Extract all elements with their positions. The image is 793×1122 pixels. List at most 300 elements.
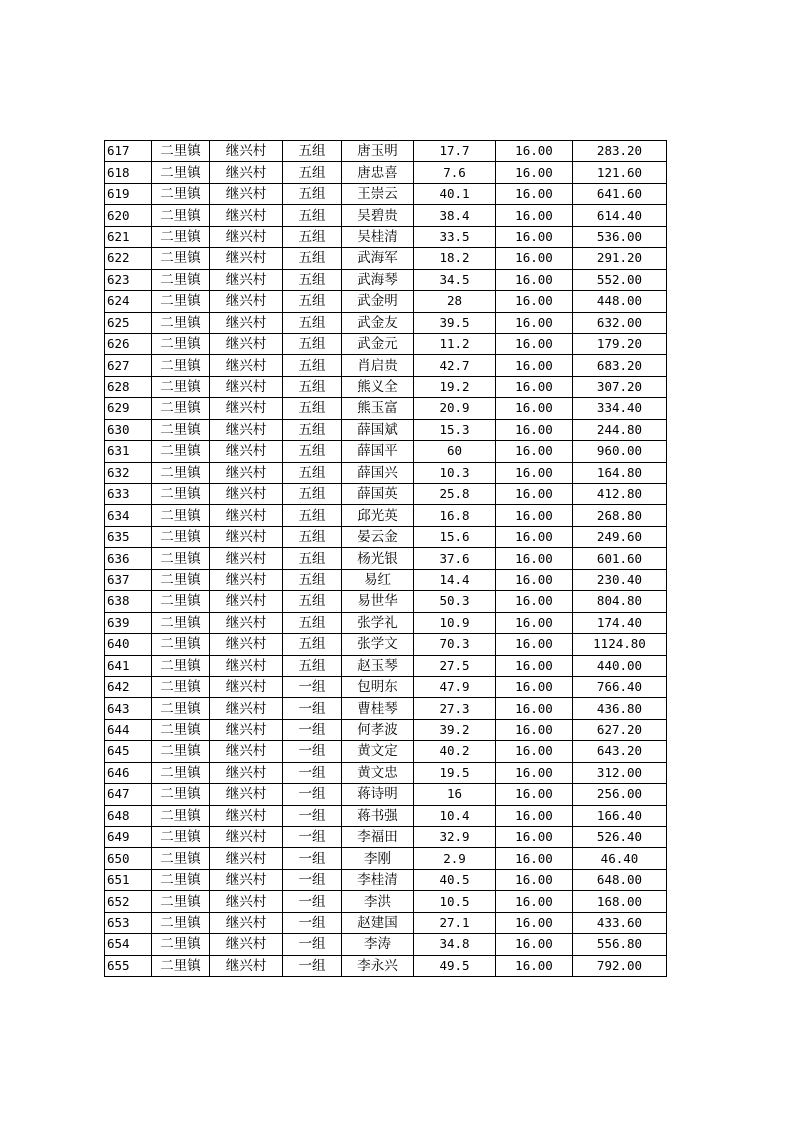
name-cell: 李桂清 xyxy=(342,869,414,890)
village-cell: 继兴村 xyxy=(210,291,283,312)
village-cell: 继兴村 xyxy=(210,484,283,505)
village-cell: 继兴村 xyxy=(210,912,283,933)
table-row xyxy=(105,891,667,912)
town-cell: 二里镇 xyxy=(152,484,210,505)
area-cell: 39.2 xyxy=(414,719,496,740)
rate-cell: 16.00 xyxy=(496,355,573,376)
rate-cell: 16.00 xyxy=(496,719,573,740)
group-cell: 一组 xyxy=(283,848,342,869)
name-cell: 张学文 xyxy=(342,634,414,655)
amount-cell: 121.60 xyxy=(573,162,667,183)
amount-cell: 256.00 xyxy=(573,784,667,805)
amount-cell: 440.00 xyxy=(573,655,667,676)
name-cell: 薛国英 xyxy=(342,484,414,505)
village-cell: 继兴村 xyxy=(210,827,283,848)
amount-cell: 632.00 xyxy=(573,312,667,333)
table-row xyxy=(105,612,667,633)
area-cell: 28 xyxy=(414,291,496,312)
town-cell: 二里镇 xyxy=(152,248,210,269)
village-cell: 继兴村 xyxy=(210,955,283,976)
rate-cell: 16.00 xyxy=(496,591,573,612)
amount-cell: 683.20 xyxy=(573,355,667,376)
area-cell: 16 xyxy=(414,784,496,805)
table-row xyxy=(105,441,667,462)
group-cell: 一组 xyxy=(283,762,342,783)
row-number-cell: 638 xyxy=(105,591,152,612)
group-cell: 五组 xyxy=(283,398,342,419)
rate-cell: 16.00 xyxy=(496,634,573,655)
row-number-cell: 642 xyxy=(105,676,152,697)
group-cell: 五组 xyxy=(283,162,342,183)
group-cell: 五组 xyxy=(283,183,342,204)
amount-cell: 627.20 xyxy=(573,719,667,740)
village-cell: 继兴村 xyxy=(210,526,283,547)
name-cell: 李福田 xyxy=(342,827,414,848)
row-number-cell: 620 xyxy=(105,205,152,226)
village-cell: 继兴村 xyxy=(210,934,283,955)
name-cell: 赵玉琴 xyxy=(342,655,414,676)
table-row xyxy=(105,719,667,740)
row-number-cell: 627 xyxy=(105,355,152,376)
table-row xyxy=(105,205,667,226)
name-cell: 熊玉富 xyxy=(342,398,414,419)
area-cell: 40.2 xyxy=(414,741,496,762)
village-cell: 继兴村 xyxy=(210,312,283,333)
rate-cell: 16.00 xyxy=(496,548,573,569)
group-cell: 五组 xyxy=(283,141,342,162)
name-cell: 武金友 xyxy=(342,312,414,333)
area-cell: 7.6 xyxy=(414,162,496,183)
amount-cell: 766.40 xyxy=(573,676,667,697)
town-cell: 二里镇 xyxy=(152,312,210,333)
rate-cell: 16.00 xyxy=(496,526,573,547)
rate-cell: 16.00 xyxy=(496,698,573,719)
rate-cell: 16.00 xyxy=(496,333,573,354)
rate-cell: 16.00 xyxy=(496,912,573,933)
name-cell: 武海军 xyxy=(342,248,414,269)
table-row xyxy=(105,183,667,204)
table-row xyxy=(105,591,667,612)
group-cell: 一组 xyxy=(283,676,342,697)
row-number-cell: 643 xyxy=(105,698,152,719)
village-cell: 继兴村 xyxy=(210,398,283,419)
rate-cell: 16.00 xyxy=(496,848,573,869)
row-number-cell: 624 xyxy=(105,291,152,312)
amount-cell: 1124.80 xyxy=(573,634,667,655)
row-number-cell: 645 xyxy=(105,741,152,762)
table-row xyxy=(105,484,667,505)
table-row xyxy=(105,548,667,569)
rate-cell: 16.00 xyxy=(496,291,573,312)
amount-cell: 312.00 xyxy=(573,762,667,783)
rate-cell: 16.00 xyxy=(496,441,573,462)
name-cell: 唐忠喜 xyxy=(342,162,414,183)
table-row xyxy=(105,698,667,719)
rate-cell: 16.00 xyxy=(496,827,573,848)
group-cell: 一组 xyxy=(283,891,342,912)
area-cell: 37.6 xyxy=(414,548,496,569)
town-cell: 二里镇 xyxy=(152,912,210,933)
row-number-cell: 629 xyxy=(105,398,152,419)
rate-cell: 16.00 xyxy=(496,784,573,805)
row-number-cell: 617 xyxy=(105,141,152,162)
name-cell: 李刚 xyxy=(342,848,414,869)
table-row xyxy=(105,291,667,312)
area-cell: 33.5 xyxy=(414,226,496,247)
row-number-cell: 632 xyxy=(105,462,152,483)
town-cell: 二里镇 xyxy=(152,869,210,890)
row-number-cell: 647 xyxy=(105,784,152,805)
area-cell: 32.9 xyxy=(414,827,496,848)
amount-cell: 601.60 xyxy=(573,548,667,569)
amount-cell: 648.00 xyxy=(573,869,667,890)
amount-cell: 164.80 xyxy=(573,462,667,483)
name-cell: 武海琴 xyxy=(342,269,414,290)
table-row xyxy=(105,741,667,762)
rate-cell: 16.00 xyxy=(496,462,573,483)
table-row xyxy=(105,355,667,376)
village-cell: 继兴村 xyxy=(210,848,283,869)
village-cell: 继兴村 xyxy=(210,269,283,290)
row-number-cell: 625 xyxy=(105,312,152,333)
town-cell: 二里镇 xyxy=(152,398,210,419)
row-number-cell: 630 xyxy=(105,419,152,440)
group-cell: 五组 xyxy=(283,484,342,505)
name-cell: 李涛 xyxy=(342,934,414,955)
area-cell: 11.2 xyxy=(414,333,496,354)
amount-cell: 46.40 xyxy=(573,848,667,869)
name-cell: 肖启贵 xyxy=(342,355,414,376)
group-cell: 五组 xyxy=(283,226,342,247)
table-row xyxy=(105,634,667,655)
table-row xyxy=(105,376,667,397)
rate-cell: 16.00 xyxy=(496,398,573,419)
group-cell: 五组 xyxy=(283,569,342,590)
town-cell: 二里镇 xyxy=(152,183,210,204)
village-cell: 继兴村 xyxy=(210,869,283,890)
name-cell: 武金明 xyxy=(342,291,414,312)
group-cell: 一组 xyxy=(283,827,342,848)
group-cell: 五组 xyxy=(283,205,342,226)
area-cell: 10.5 xyxy=(414,891,496,912)
name-cell: 吴碧贵 xyxy=(342,205,414,226)
row-number-cell: 639 xyxy=(105,612,152,633)
name-cell: 李洪 xyxy=(342,891,414,912)
town-cell: 二里镇 xyxy=(152,376,210,397)
row-number-cell: 648 xyxy=(105,805,152,826)
group-cell: 一组 xyxy=(283,719,342,740)
name-cell: 李永兴 xyxy=(342,955,414,976)
amount-cell: 174.40 xyxy=(573,612,667,633)
group-cell: 五组 xyxy=(283,376,342,397)
rate-cell: 16.00 xyxy=(496,269,573,290)
row-number-cell: 621 xyxy=(105,226,152,247)
village-cell: 继兴村 xyxy=(210,569,283,590)
town-cell: 二里镇 xyxy=(152,141,210,162)
group-cell: 一组 xyxy=(283,934,342,955)
village-cell: 继兴村 xyxy=(210,655,283,676)
rate-cell: 16.00 xyxy=(496,805,573,826)
town-cell: 二里镇 xyxy=(152,269,210,290)
area-cell: 38.4 xyxy=(414,205,496,226)
rate-cell: 16.00 xyxy=(496,376,573,397)
table-row xyxy=(105,784,667,805)
name-cell: 杨光银 xyxy=(342,548,414,569)
group-cell: 一组 xyxy=(283,869,342,890)
rate-cell: 16.00 xyxy=(496,419,573,440)
town-cell: 二里镇 xyxy=(152,634,210,655)
row-number-cell: 655 xyxy=(105,955,152,976)
village-cell: 继兴村 xyxy=(210,141,283,162)
group-cell: 五组 xyxy=(283,655,342,676)
area-cell: 49.5 xyxy=(414,955,496,976)
group-cell: 五组 xyxy=(283,526,342,547)
town-cell: 二里镇 xyxy=(152,891,210,912)
area-cell: 10.4 xyxy=(414,805,496,826)
town-cell: 二里镇 xyxy=(152,719,210,740)
table-row xyxy=(105,269,667,290)
group-cell: 一组 xyxy=(283,912,342,933)
town-cell: 二里镇 xyxy=(152,784,210,805)
group-cell: 五组 xyxy=(283,505,342,526)
town-cell: 二里镇 xyxy=(152,698,210,719)
name-cell: 薛国兴 xyxy=(342,462,414,483)
area-cell: 27.5 xyxy=(414,655,496,676)
area-cell: 34.5 xyxy=(414,269,496,290)
town-cell: 二里镇 xyxy=(152,333,210,354)
table-row xyxy=(105,569,667,590)
row-number-cell: 652 xyxy=(105,891,152,912)
area-cell: 19.2 xyxy=(414,376,496,397)
area-cell: 14.4 xyxy=(414,569,496,590)
table-row xyxy=(105,162,667,183)
village-cell: 继兴村 xyxy=(210,505,283,526)
town-cell: 二里镇 xyxy=(152,612,210,633)
rate-cell: 16.00 xyxy=(496,934,573,955)
row-number-cell: 641 xyxy=(105,655,152,676)
village-cell: 继兴村 xyxy=(210,612,283,633)
amount-cell: 804.80 xyxy=(573,591,667,612)
amount-cell: 291.20 xyxy=(573,248,667,269)
town-cell: 二里镇 xyxy=(152,569,210,590)
area-cell: 25.8 xyxy=(414,484,496,505)
name-cell: 王崇云 xyxy=(342,183,414,204)
table-row xyxy=(105,312,667,333)
group-cell: 一组 xyxy=(283,784,342,805)
table-row xyxy=(105,912,667,933)
amount-cell: 643.20 xyxy=(573,741,667,762)
name-cell: 蒋书强 xyxy=(342,805,414,826)
name-cell: 薛国斌 xyxy=(342,419,414,440)
amount-cell: 334.40 xyxy=(573,398,667,419)
area-cell: 42.7 xyxy=(414,355,496,376)
village-cell: 继兴村 xyxy=(210,376,283,397)
table-row xyxy=(105,676,667,697)
village-cell: 继兴村 xyxy=(210,591,283,612)
area-cell: 50.3 xyxy=(414,591,496,612)
group-cell: 五组 xyxy=(283,248,342,269)
group-cell: 五组 xyxy=(283,612,342,633)
group-cell: 五组 xyxy=(283,634,342,655)
amount-cell: 249.60 xyxy=(573,526,667,547)
village-cell: 继兴村 xyxy=(210,784,283,805)
town-cell: 二里镇 xyxy=(152,741,210,762)
row-number-cell: 653 xyxy=(105,912,152,933)
town-cell: 二里镇 xyxy=(152,955,210,976)
table-row xyxy=(105,848,667,869)
amount-cell: 641.60 xyxy=(573,183,667,204)
area-cell: 18.2 xyxy=(414,248,496,269)
row-number-cell: 654 xyxy=(105,934,152,955)
amount-cell: 433.60 xyxy=(573,912,667,933)
group-cell: 五组 xyxy=(283,419,342,440)
town-cell: 二里镇 xyxy=(152,591,210,612)
amount-cell: 307.20 xyxy=(573,376,667,397)
group-cell: 一组 xyxy=(283,805,342,826)
name-cell: 曹桂琴 xyxy=(342,698,414,719)
table-row xyxy=(105,398,667,419)
town-cell: 二里镇 xyxy=(152,205,210,226)
group-cell: 五组 xyxy=(283,333,342,354)
table-row xyxy=(105,955,667,976)
town-cell: 二里镇 xyxy=(152,934,210,955)
area-cell: 40.1 xyxy=(414,183,496,204)
amount-cell: 166.40 xyxy=(573,805,667,826)
table-row xyxy=(105,248,667,269)
town-cell: 二里镇 xyxy=(152,762,210,783)
table-row xyxy=(105,526,667,547)
group-cell: 一组 xyxy=(283,955,342,976)
group-cell: 五组 xyxy=(283,269,342,290)
area-cell: 20.9 xyxy=(414,398,496,419)
table-row xyxy=(105,462,667,483)
amount-cell: 792.00 xyxy=(573,955,667,976)
area-cell: 39.5 xyxy=(414,312,496,333)
area-cell: 16.8 xyxy=(414,505,496,526)
row-number-cell: 631 xyxy=(105,441,152,462)
town-cell: 二里镇 xyxy=(152,548,210,569)
town-cell: 二里镇 xyxy=(152,676,210,697)
town-cell: 二里镇 xyxy=(152,291,210,312)
village-cell: 继兴村 xyxy=(210,183,283,204)
village-cell: 继兴村 xyxy=(210,719,283,740)
area-cell: 2.9 xyxy=(414,848,496,869)
name-cell: 赵建国 xyxy=(342,912,414,933)
name-cell: 包明东 xyxy=(342,676,414,697)
row-number-cell: 634 xyxy=(105,505,152,526)
table-row xyxy=(105,141,667,162)
rate-cell: 16.00 xyxy=(496,248,573,269)
name-cell: 邱光英 xyxy=(342,505,414,526)
group-cell: 五组 xyxy=(283,441,342,462)
group-cell: 一组 xyxy=(283,741,342,762)
area-cell: 34.8 xyxy=(414,934,496,955)
table-row xyxy=(105,419,667,440)
area-cell: 47.9 xyxy=(414,676,496,697)
name-cell: 易世华 xyxy=(342,591,414,612)
amount-cell: 556.80 xyxy=(573,934,667,955)
row-number-cell: 636 xyxy=(105,548,152,569)
name-cell: 黄文忠 xyxy=(342,762,414,783)
row-number-cell: 651 xyxy=(105,869,152,890)
amount-cell: 168.00 xyxy=(573,891,667,912)
village-cell: 继兴村 xyxy=(210,162,283,183)
amount-cell: 268.80 xyxy=(573,505,667,526)
town-cell: 二里镇 xyxy=(152,805,210,826)
row-number-cell: 626 xyxy=(105,333,152,354)
row-number-cell: 623 xyxy=(105,269,152,290)
village-cell: 继兴村 xyxy=(210,226,283,247)
rate-cell: 16.00 xyxy=(496,762,573,783)
name-cell: 薛国平 xyxy=(342,441,414,462)
rate-cell: 16.00 xyxy=(496,569,573,590)
table-row xyxy=(105,827,667,848)
amount-cell: 230.40 xyxy=(573,569,667,590)
table-row xyxy=(105,934,667,955)
town-cell: 二里镇 xyxy=(152,162,210,183)
row-number-cell: 622 xyxy=(105,248,152,269)
row-number-cell: 649 xyxy=(105,827,152,848)
village-cell: 继兴村 xyxy=(210,462,283,483)
rate-cell: 16.00 xyxy=(496,891,573,912)
town-cell: 二里镇 xyxy=(152,526,210,547)
group-cell: 五组 xyxy=(283,355,342,376)
rate-cell: 16.00 xyxy=(496,162,573,183)
amount-cell: 179.20 xyxy=(573,333,667,354)
group-cell: 五组 xyxy=(283,591,342,612)
rate-cell: 16.00 xyxy=(496,955,573,976)
town-cell: 二里镇 xyxy=(152,827,210,848)
rate-cell: 16.00 xyxy=(496,226,573,247)
town-cell: 二里镇 xyxy=(152,848,210,869)
area-cell: 27.3 xyxy=(414,698,496,719)
area-cell: 15.3 xyxy=(414,419,496,440)
rate-cell: 16.00 xyxy=(496,655,573,676)
row-number-cell: 619 xyxy=(105,183,152,204)
amount-cell: 412.80 xyxy=(573,484,667,505)
group-cell: 五组 xyxy=(283,291,342,312)
village-cell: 继兴村 xyxy=(210,355,283,376)
area-cell: 15.6 xyxy=(414,526,496,547)
row-number-cell: 637 xyxy=(105,569,152,590)
amount-cell: 960.00 xyxy=(573,441,667,462)
rate-cell: 16.00 xyxy=(496,741,573,762)
village-cell: 继兴村 xyxy=(210,805,283,826)
amount-cell: 614.40 xyxy=(573,205,667,226)
table-row xyxy=(105,655,667,676)
table-row xyxy=(105,333,667,354)
rate-cell: 16.00 xyxy=(496,141,573,162)
rate-cell: 16.00 xyxy=(496,484,573,505)
village-cell: 继兴村 xyxy=(210,762,283,783)
village-cell: 继兴村 xyxy=(210,891,283,912)
row-number-cell: 650 xyxy=(105,848,152,869)
table-row xyxy=(105,226,667,247)
town-cell: 二里镇 xyxy=(152,226,210,247)
town-cell: 二里镇 xyxy=(152,462,210,483)
table-row xyxy=(105,805,667,826)
name-cell: 蒋诗明 xyxy=(342,784,414,805)
table-body xyxy=(105,141,667,977)
group-cell: 一组 xyxy=(283,698,342,719)
village-cell: 继兴村 xyxy=(210,419,283,440)
town-cell: 二里镇 xyxy=(152,441,210,462)
village-cell: 继兴村 xyxy=(210,441,283,462)
village-cell: 继兴村 xyxy=(210,205,283,226)
town-cell: 二里镇 xyxy=(152,355,210,376)
row-number-cell: 633 xyxy=(105,484,152,505)
table-row xyxy=(105,762,667,783)
